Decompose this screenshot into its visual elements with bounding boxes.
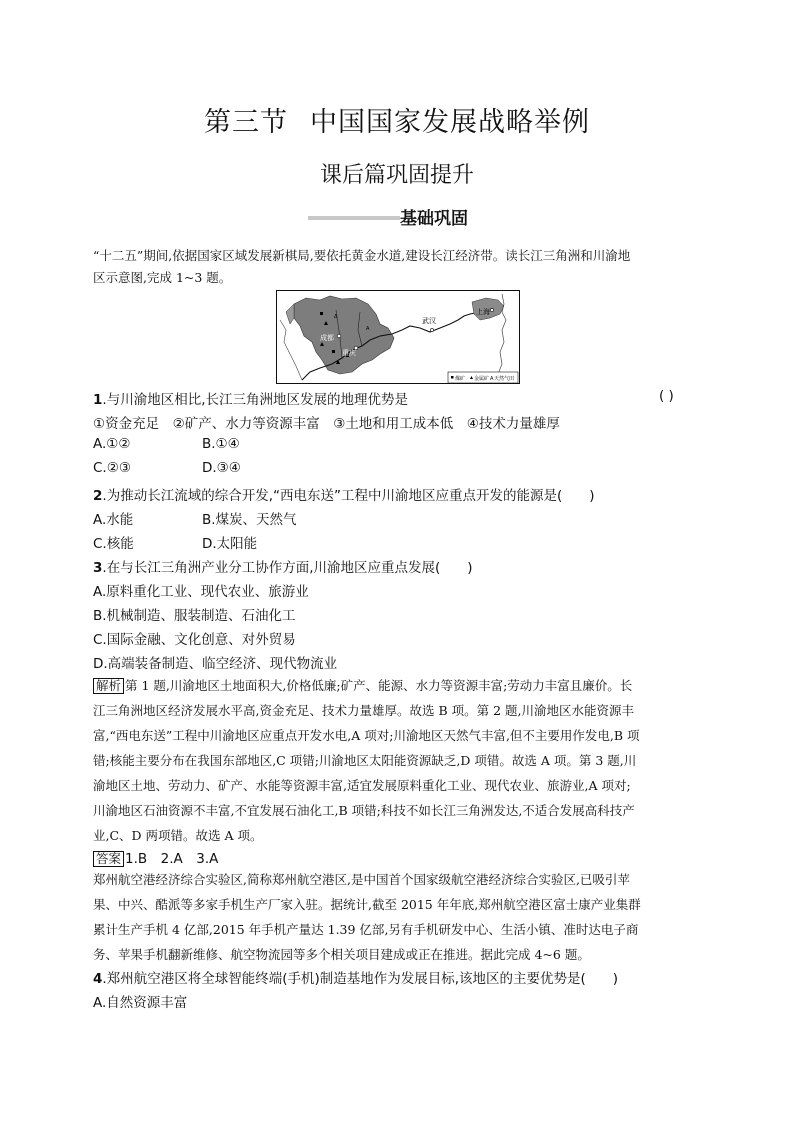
gas-field-icon: A	[366, 326, 370, 332]
analysis-line: 江三角洲地区经济发展水平高,资金充足、技术力量雄厚。故选 B 项。第 2 题,川渝地区水能资源丰	[93, 703, 634, 718]
shanghai-marker	[490, 308, 493, 311]
legend-coal-label: 煤矿	[455, 376, 466, 382]
yangtze-map	[276, 290, 520, 384]
legend-gas-icon: A	[490, 376, 494, 382]
wuhan-label: 武汉	[422, 317, 436, 325]
option-d: D.太阳能	[202, 536, 258, 552]
option-c: C.国际金融、文化创意、对外贸易	[93, 632, 296, 648]
answer-line	[93, 847, 218, 867]
option-d: D.高端装备制造、临空经济、现代物流业	[93, 656, 338, 672]
analysis-line	[93, 676, 632, 694]
question-number: 1	[93, 392, 103, 408]
chongqing-label: 重庆	[342, 349, 356, 357]
coal-mine-icon	[320, 312, 323, 315]
gas-field-icon: Δ	[334, 314, 338, 320]
intro-paragraph-line: 郑州航空港经济综合实验区,简称郑州航空港区,是中国首个国家级航空港经济综合实验区,已吸引苹	[93, 872, 630, 887]
option-d: D.③④	[202, 460, 241, 476]
legend-metal-label: 金属矿	[474, 376, 490, 382]
question-text: .为推动长江流域的综合开发,“西电东送”工程中川渝地区应重点开发的能源是( )	[102, 488, 595, 504]
option-c: C.核能	[93, 536, 134, 552]
option-c: C.②③	[93, 460, 131, 476]
question-number: 4	[93, 971, 103, 987]
title-text: 中国国家发展战略举例	[310, 107, 590, 138]
analysis-tag: 解析	[93, 678, 124, 694]
question-number: 3	[93, 560, 103, 576]
analysis-line: 错;核能主要分布在我国东部地区,C 项错;川渝地区太阳能资源缺乏,D 项错。故选 A 项。第 3 题,川	[93, 753, 637, 768]
chengdu-marker	[337, 334, 341, 338]
section-heading: 基础巩固	[400, 209, 468, 229]
question-number: 2	[93, 488, 103, 504]
section-divider-bar	[308, 216, 400, 220]
shanghai-label: 上海	[476, 308, 490, 316]
legend-gas-label: 天然气田	[494, 376, 515, 382]
option-b: B.①④	[202, 436, 240, 452]
option-a: A.原料重化工业、现代农业、旅游业	[93, 584, 309, 600]
analysis-text: 第 1 题,川渝地区土地面积大,价格低廉;矿产、能源、水力等资源丰富;劳动力丰富且廉价。长	[125, 678, 633, 693]
intro-paragraph-line: “十二五”期间,依据国家区域发展新棋局,要依托黄金水道,建设长江经济带。读长江三角洲和川渝地	[93, 248, 631, 263]
option-b: B.机械制造、服装制造、石油化工	[93, 608, 296, 624]
question-3-stem	[93, 556, 473, 576]
answer-text: 1.B 2.A 3.A	[125, 851, 219, 867]
analysis-line: 业,C、D 两项错。故选 A 项。	[93, 828, 263, 843]
answer-blank: ( )	[659, 388, 674, 404]
question-text: .郑州航空港区将全球智能终端(手机)制造基地作为发展目标,该地区的主要优势是( )	[102, 971, 619, 987]
intro-paragraph-line: 务、苹果手机翻新维修、航空物流园等多个相关项目建成或正在推进。据此完成 4~6 题。	[93, 947, 590, 962]
question-text: .在与长江三角洲产业分工协作方面,川渝地区应重点发展( )	[102, 560, 473, 576]
chengdu-label: 成都	[320, 334, 334, 342]
analysis-line: 渝地区土地、劳动力、矿产、水能等资源丰富,适宜发展原料重化工业、现代农业、旅游业,A 项对;	[93, 778, 631, 793]
intro-paragraph-line: 果、中兴、酷派等多家手机生产厂家入驻。据统计,截至 2015 年年底,郑州航空港区富士康产业集群	[93, 897, 641, 912]
option-a: A.水能	[93, 512, 134, 528]
intro-paragraph-line: 区示意图,完成 1~3 题。	[93, 270, 232, 285]
intro-paragraph-line: 累计生产手机 4 亿部,2015 年手机产量达 1.39 亿部,另有手机研发中心、生活小镇、准时达电子商	[93, 922, 639, 937]
coal-mine-icon	[332, 350, 335, 353]
analysis-line: 富,“西电东送”工程中川渝地区应重点开发水电,A 项对;川渝地区天然气丰富,但不主要用作发电,B 项	[93, 728, 640, 743]
question-1-stem	[93, 388, 408, 408]
question-text: .与川渝地区相比,长江三角洲地区发展的地理优势是	[102, 392, 408, 408]
wuhan-marker	[430, 328, 433, 331]
answer-tag: 答案	[93, 851, 124, 867]
page-subtitle: 课后篇巩固提升	[319, 163, 474, 188]
question-1-items: ①资金充足 ②矿产、水力等资源丰富 ③土地和用工成本低 ④技术力量雄厚	[93, 416, 560, 432]
analysis-line: 川渝地区石油资源不丰富,不宜发展石油化工,B 项错;科技不如长江三角洲发达,不适合发展高科技产	[93, 803, 635, 818]
question-4-stem	[93, 967, 618, 987]
option-a: A.自然资源丰富	[93, 995, 188, 1011]
title-section-number: 第三节	[204, 107, 288, 138]
page-title	[0, 100, 794, 139]
option-b: B.煤炭、天然气	[202, 512, 297, 528]
question-2-stem	[93, 484, 595, 504]
legend-coal-icon	[451, 376, 454, 379]
option-a: A.①②	[93, 436, 131, 452]
